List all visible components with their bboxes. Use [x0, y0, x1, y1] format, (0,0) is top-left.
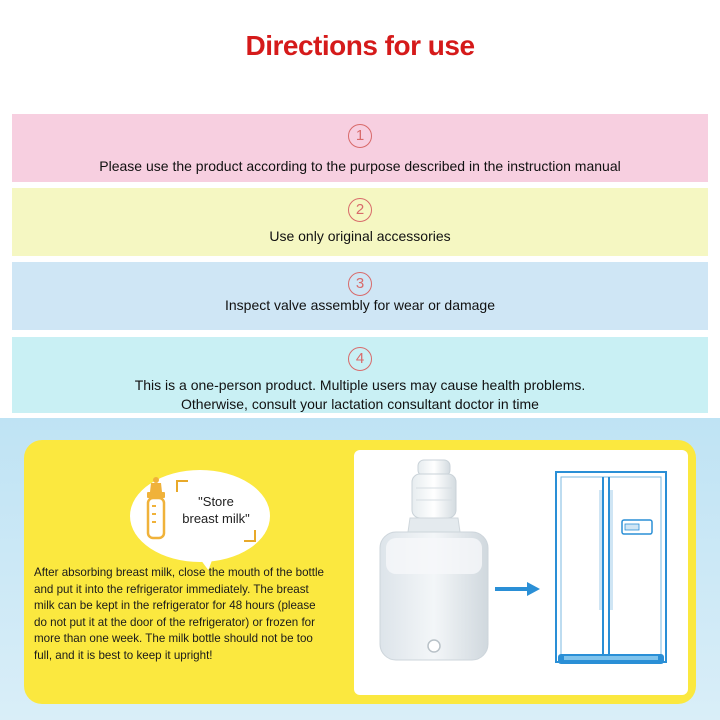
bracket-bottom-right [244, 530, 256, 542]
step-1-panel [12, 114, 708, 182]
storage-line: milk can be kept in the refrigerator for 48 hours (please [34, 599, 316, 612]
milk-storage-bottle-icon [372, 458, 496, 666]
step-number-2: 2 [348, 198, 372, 222]
step-4-text-line-2: Otherwise, consult your lactation consultant doctor in time [181, 396, 539, 412]
storage-line: After absorbing breast milk, close the mouth of the bottle [34, 566, 324, 579]
step-4-text [12, 376, 708, 414]
bubble-line-1: "Store [198, 494, 234, 509]
step-2-text: Use only original accessories [269, 228, 451, 244]
page-title: Directions for use [245, 30, 475, 61]
storage-line: and put it into the refrigerator immediately. The breast [34, 582, 309, 596]
baby-bottle-icon [142, 476, 170, 542]
step-3-text: Inspect valve assembly for wear or damage [224, 297, 495, 313]
step-2-panel [12, 188, 708, 256]
step-4-text-line-1: This is a one-person product. Multiple users may cause health problems. [134, 377, 586, 393]
storage-line: do not put it at the door of the refrigerator) or frozen for [34, 615, 315, 629]
step-number-3: 3 [348, 272, 372, 296]
step-1-text: Please use the product according to the purpose described in the instruction manual [99, 158, 621, 174]
storage-line: more than one week. The milk bottle should not be too [34, 632, 313, 645]
storage-line: full, and it is best to keep it upright! [34, 648, 213, 662]
step-number-1: 1 [348, 124, 372, 148]
storage-instructions [34, 565, 354, 664]
step-number-4: 4 [348, 347, 372, 371]
refrigerator-icon [552, 470, 670, 670]
step-3-panel [12, 262, 708, 330]
bubble-line-2: breast milk" [182, 511, 250, 526]
bracket-top-left [176, 480, 188, 492]
speech-bubble-text [168, 493, 264, 527]
step-4-panel [12, 337, 708, 413]
arrow-right-icon [495, 581, 541, 597]
